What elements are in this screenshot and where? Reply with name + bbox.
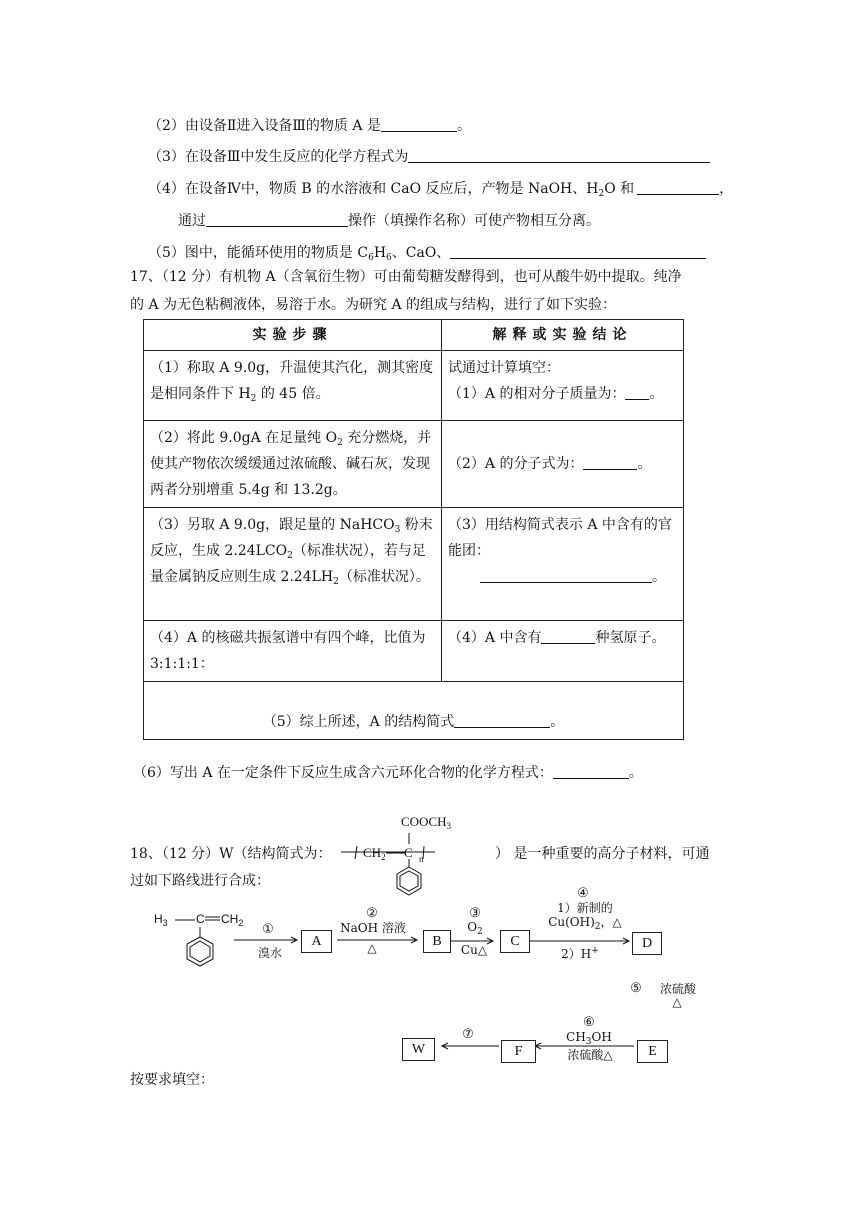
compound-box-c: C [500,930,530,953]
step-1-cell [144,351,442,421]
cell-text: 粉末反应，生成 2.24LCO [150,517,433,559]
q16-part4-text: （4）在设备Ⅳ中，物质 B 的水溶液和 CaO 反应后，产物是 NaOH、H [148,181,599,197]
compound-box-d: D [632,932,662,955]
cell-text: （1）A 的相对分子质量为： [448,386,626,402]
step-4-reagent-2 [540,915,630,932]
summary-cell [144,682,684,740]
struct-text: COOCH [401,814,447,829]
step-4-number: ④ [577,886,589,901]
q16-part4b-pre: 通过 [178,213,206,229]
step-5-condition: △ [672,995,682,1009]
subscript: 6 [368,253,374,263]
step-6-number: ⑥ [583,1015,595,1030]
step-5-reagent: 浓硫酸 [659,982,696,996]
step-2-cell [144,421,442,508]
cell-text: 。 [652,569,666,585]
q16-part3-text: （3）在设备Ⅲ中发生反应的化学方程式为 [148,149,409,165]
compound-box-w: W [402,1038,435,1061]
subscript: 2 [238,918,244,928]
experiment-table [143,319,684,740]
q17-part6-text: （6）写出 A 在一定条件下反应生成含六元环化合物的化学方程式： [133,765,553,781]
q17-intro-line1: 17、（12 分）有机物 A（含氧衍生物）可由葡萄糖发酵得到，也可从酸牛奶中提取。纯净 [130,269,682,285]
w-structure-drawing [335,825,455,900]
q16-part5-pre: （5）图中，能循环使用的物质是 C [148,245,369,261]
q17-part6 [133,764,643,782]
step-1-number: ① [262,922,274,937]
cell-text: （标准状况）。 [338,569,430,585]
q16-part2-end: 。 [456,118,471,134]
answer-blank[interactable] [541,629,595,644]
q16-part4 [148,180,733,198]
reagent-text: CH [566,1030,586,1044]
cell-text: （3）用结构简式表示 A 中含有的官能团： [448,517,672,559]
q16-part2 [148,117,471,135]
conclusion-3-cell [442,508,684,621]
subscript: 3 [162,918,168,928]
answer-blank[interactable] [206,212,348,227]
struct-text: H [154,912,163,926]
answer-blank[interactable] [480,568,652,583]
start-c: C [196,912,205,926]
subscript: 2 [287,551,293,561]
subscript: 3 [585,1037,592,1047]
answer-blank[interactable] [450,244,706,259]
step-5-number: ⑤ [630,981,642,996]
subscript: 2 [477,927,483,937]
table-row [144,351,684,421]
q16-part5-post: 、CaO、 [391,245,451,261]
answer-blank[interactable] [454,713,550,728]
table-row [144,421,684,508]
conclusion-1-cell [442,351,684,421]
conclusion-4-cell [442,621,684,682]
step-2-reagent: NaOH 溶液 [340,921,406,935]
step-4-cell [144,621,442,682]
header-conclusion: 解释或实验结论 [442,320,684,351]
answer-blank[interactable] [381,117,457,132]
compound-box-a: A [301,930,332,953]
subscript: 2 [337,438,343,448]
w-struct-n: n [419,854,424,864]
cell-text: （4）A 中含有 [448,630,542,646]
cell-text: （3）另取 A 9.0g，跟足量的 NaHCO [150,517,395,533]
subscript: 2 [250,394,257,404]
cell-text: 。 [649,386,664,402]
step-6-condition: 浓硫酸△ [567,1048,613,1062]
answer-blank[interactable] [553,764,629,779]
q16-part4b-post: 操作（填操作名称）可使产物相互分离。 [348,213,600,229]
cell-text: （4）A 的核磁共振氢谱中有四个峰，比值为 3:1:1:1： [150,630,426,672]
subscript: 3 [394,525,401,535]
reagent-text: ，△ [600,915,622,929]
step-2-number: ② [366,906,378,921]
cell-text: （1）称取 A 9.0g，升温使其汽化，测其密度是相同条件下 H [150,360,434,402]
q16-part4-end: ， [719,181,734,197]
reagent-text: 2）H [561,947,592,961]
start-ch2 [221,910,243,928]
q18-intro-a: 18、（12 分）W（结构简式为： [130,846,332,862]
compound-box-f: F [501,1040,536,1063]
cell-text: 试通过计算填空： [448,360,560,376]
q16-part2-text: （2）由设备Ⅱ进入设备Ⅲ的物质 A 是 [148,118,381,134]
subscript: 6 [386,253,392,263]
struct-text: CH [221,912,239,926]
struct-text: CH [363,845,382,860]
w-struct-c: C [404,845,413,860]
cell-text: （2）将此 9.0gA 在足量纯 O [150,430,338,446]
q17-part6-end: 。 [628,765,643,781]
step-7-number: ⑦ [462,1027,474,1042]
table-row [144,621,684,682]
header-steps: 实验步骤 [144,320,442,351]
q16-part5-mid: H [373,245,387,261]
reagent-text: Cu(OH) [548,915,595,929]
table-row [144,682,684,740]
table-header-row [144,320,684,351]
cell-text: 充分燃烧，并使其产物依次缓缓通过浓硫酸、碱石灰，发现两者分别增重 5.4g 和 13.2g。 [150,430,432,498]
answer-blank[interactable] [637,180,719,195]
step-3-cell [144,508,442,621]
cell-text: （2）A 的分子式为： [448,456,584,472]
table-row [144,508,684,621]
cell-text: （5）综上所述，A 的结构简式 [262,714,455,730]
step-1-reagent: 溴水 [257,946,282,960]
step-3-number: ③ [469,906,481,921]
subscript: 2 [594,922,601,932]
reagent-text: O [467,920,478,934]
subscript: 2 [381,852,386,862]
step-3-reagent [463,920,487,937]
reagent-text: OH [591,1030,612,1044]
subscript: 2 [598,189,605,199]
compound-box-e: E [637,1040,668,1063]
answer-blank[interactable] [583,455,637,470]
start-h3c [154,910,168,928]
step-4-reagent-3 [555,947,605,961]
step-2-condition: △ [367,941,377,955]
step-4-reagent-1: 1）新制的 [557,901,613,915]
conclusion-2-cell [442,421,684,508]
cell-text: 种氢原子。 [595,630,666,646]
cell-text: 。 [550,714,565,730]
q18-intro-b: ） 是一种重要的高分子材料，可通 [495,846,710,862]
cell-text: 的 45 倍。 [256,386,330,402]
q16-part4-text2: O 和 [604,181,635,197]
q18-intro-line2: 过如下路线进行合成： [130,873,270,889]
compound-box-b: B [423,930,451,953]
q17-intro-line2: 的 A 为无色粘稠液体，易溶于水。为研究 A 的组成与结构，进行了如下实验： [130,297,617,313]
q16-part5 [148,244,706,262]
step-3-condition: Cu△ [460,943,488,957]
subscript: 2 [333,577,339,587]
answer-blank[interactable] [408,148,710,163]
cell-text: 。 [637,456,652,472]
instruction-text: 按要求填空： [130,1072,214,1088]
q16-part4b [178,212,600,230]
answer-blank[interactable] [625,385,649,400]
step-6-reagent [558,1030,620,1047]
superscript: + [591,946,599,956]
cell-text: （标准状况），若与足量金属钠反应则生成 2.24LH [150,543,426,585]
subscript: 3 [446,821,452,831]
q16-part3 [148,148,710,166]
